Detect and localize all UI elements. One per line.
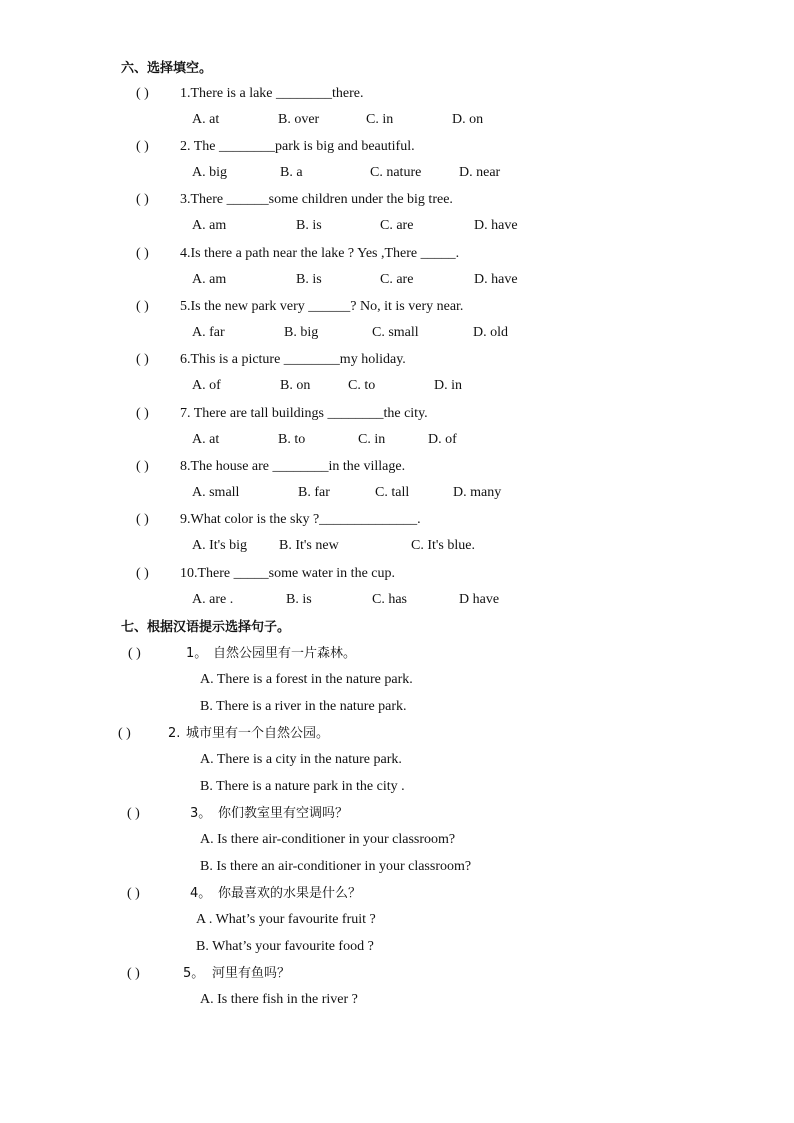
option-sentence: A. There is a city in the nature park.: [200, 752, 402, 767]
answer-paren: ( ): [136, 192, 149, 207]
answer-paren: ( ): [136, 512, 149, 527]
answer-paren: ( ): [127, 806, 140, 821]
option-text: A. big: [192, 165, 227, 180]
answer-paren: ( ): [127, 886, 140, 901]
chinese-prompt: 你们教室里有空调吗？: [218, 806, 349, 821]
option-sentence: B. Is there an air-conditioner in your classroom?: [200, 859, 472, 874]
option-sentence: B. There is a nature park in the city .: [200, 779, 405, 794]
option-text: B. is: [286, 592, 312, 607]
question-text: 1.There is a lake ________there.: [180, 86, 364, 101]
option-sentence: B. There is a river in the nature park.: [200, 699, 407, 714]
option-text: A. are .: [192, 592, 234, 607]
option-text: D. of: [428, 432, 457, 447]
question-text: 10.There _____some water in the cup.: [180, 566, 395, 581]
option-text: C. has: [372, 592, 407, 607]
answer-paren: ( ): [118, 726, 131, 741]
option-text: D. on: [452, 112, 484, 127]
option-text: A. am: [192, 272, 227, 287]
option-text: D. have: [474, 272, 518, 287]
question-number: 3。: [190, 806, 212, 821]
option-sentence: A. Is there fish in the river ?: [200, 992, 358, 1007]
option-text: A. of: [192, 378, 221, 393]
option-text: C. It's blue.: [411, 538, 475, 553]
question-text: 9.What color is the sky ?______________.: [180, 512, 421, 527]
question-number: 5。: [183, 966, 205, 981]
option-text: B. to: [278, 432, 306, 447]
option-text: C. in: [366, 112, 394, 127]
chinese-prompt: 你最喜欢的水果是什么？: [218, 886, 362, 901]
question-text: 3.There ______some children under the big tree.: [180, 192, 453, 207]
option-text: A. far: [192, 325, 225, 340]
question-text: 4.Is there a path near the lake ? Yes ,There _____.: [180, 246, 460, 261]
option-text: B. far: [298, 485, 330, 500]
answer-paren: ( ): [136, 246, 149, 261]
answer-paren: ( ): [136, 139, 149, 154]
option-text: C. in: [358, 432, 386, 447]
question-text: 2. The ________park is big and beautiful.: [180, 139, 415, 154]
chinese-prompt: 河里有鱼吗？: [212, 966, 291, 981]
question-number: 4。: [190, 886, 212, 901]
option-text: A. small: [192, 485, 240, 500]
option-sentence: B. What’s your favourite food ?: [196, 939, 374, 954]
question-text: 7. There are tall buildings ________the city.: [180, 406, 428, 421]
option-text: A. at: [192, 432, 220, 447]
option-text: D. have: [474, 218, 518, 233]
question-number: 2.: [168, 726, 181, 741]
question-text: 8.The house are ________in the village.: [180, 459, 406, 474]
option-text: A. am: [192, 218, 227, 233]
section-7-title: 七、根据汉语提示选择句子。: [121, 620, 291, 635]
answer-paren: ( ): [128, 646, 141, 661]
option-text: C. are: [380, 272, 414, 287]
option-text: B. big: [284, 325, 319, 340]
answer-paren: ( ): [127, 966, 140, 981]
option-text: C. are: [380, 218, 414, 233]
option-text: D have: [459, 592, 500, 607]
answer-paren: ( ): [136, 299, 149, 314]
option-text: B. It's new: [279, 538, 339, 553]
chinese-prompt: 自然公园里有一片森林。: [213, 646, 357, 661]
question-text: 6.This is a picture ________my holiday.: [180, 352, 406, 367]
answer-paren: ( ): [136, 406, 149, 421]
question-number: 1。: [186, 646, 208, 661]
option-text: D. many: [453, 485, 502, 500]
option-text: C. small: [372, 325, 419, 340]
answer-paren: ( ): [136, 86, 149, 101]
answer-paren: ( ): [136, 459, 149, 474]
option-text: B. a: [280, 165, 303, 180]
section-6-title: 六、选择填空。: [121, 61, 213, 76]
question-text: 5.Is the new park very ______? No, it is very near.: [180, 299, 464, 314]
option-sentence: A . What’s your favourite fruit ?: [196, 912, 376, 927]
option-text: A. at: [192, 112, 220, 127]
answer-paren: ( ): [136, 566, 149, 581]
option-sentence: A. Is there air-conditioner in your classroom?: [200, 832, 456, 847]
option-text: A. It's big: [192, 538, 248, 553]
option-text: C. nature: [370, 165, 422, 180]
option-text: B. on: [280, 378, 311, 393]
option-text: C. to: [348, 378, 376, 393]
option-text: C. tall: [375, 485, 410, 500]
chinese-prompt: 城市里有一个自然公园。: [186, 726, 330, 741]
option-text: B. over: [278, 112, 320, 127]
option-text: D. near: [459, 165, 501, 180]
option-sentence: A. There is a forest in the nature park.: [200, 672, 413, 687]
option-text: D. in: [434, 378, 462, 393]
option-text: D. old: [473, 325, 508, 340]
option-text: B. is: [296, 218, 322, 233]
answer-paren: ( ): [136, 352, 149, 367]
option-text: B. is: [296, 272, 322, 287]
